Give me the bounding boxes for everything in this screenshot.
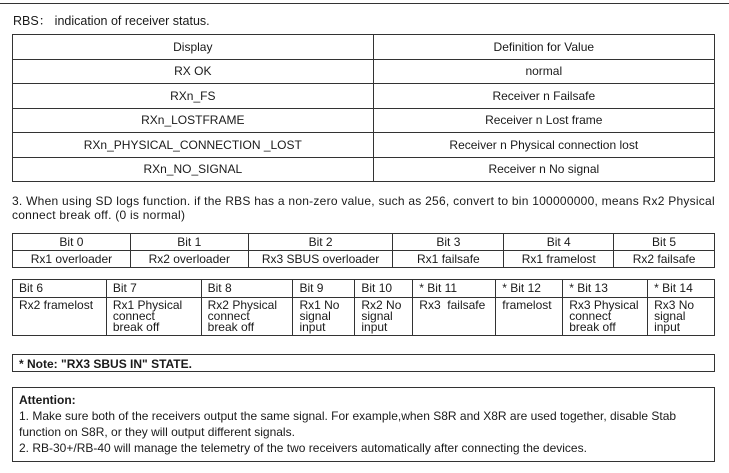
bit-header: Bit 2 xyxy=(248,234,393,251)
bit-header: * Bit 14 xyxy=(648,280,715,298)
sbus-note-box: * Note: "RX3 SBUS IN" STATE. xyxy=(12,354,715,372)
bit-value: Rx2 failsafe xyxy=(614,251,715,268)
rbs-header-definition: Definition for Value xyxy=(373,35,714,60)
rbs-definition-cell: normal xyxy=(373,59,714,84)
bit-value-line: Rx1 No xyxy=(299,298,340,312)
bit-value-line: break off xyxy=(569,320,616,334)
bit-value xyxy=(413,298,496,336)
bit-value-line: Rx3 failsafe xyxy=(419,298,486,312)
bit-value: Rx3 SBUS overloader xyxy=(248,251,393,268)
rbs-header-row xyxy=(13,35,715,60)
bit-header: Bit 3 xyxy=(393,234,504,251)
bit-header: Bit 7 xyxy=(106,280,201,298)
rbs-definition-cell: Receiver n No signal xyxy=(373,157,714,182)
bit-value xyxy=(563,298,648,336)
table-row xyxy=(13,84,715,109)
bit-header: * Bit 13 xyxy=(563,280,648,298)
rbs-intro: RBS： indication of receiver status. xyxy=(13,14,210,28)
bit-value-line: Rx3 No xyxy=(654,298,695,312)
rbs-display-cell: RX OK xyxy=(13,59,374,84)
bit-value xyxy=(293,298,355,336)
bits-table-upper xyxy=(12,233,715,268)
bit-value-line: connect xyxy=(569,309,612,323)
bits-lower-value-row xyxy=(13,298,715,336)
bit-value-line: connect xyxy=(207,309,250,323)
bit-header: Bit 8 xyxy=(201,280,293,298)
table-row xyxy=(13,133,715,158)
rbs-display-cell: RXn_FS xyxy=(13,84,374,109)
bit-value-line: Rx2 Physical xyxy=(207,298,277,312)
bit-header: Bit 1 xyxy=(130,234,248,251)
bit-value-line: Rx3 Physical xyxy=(569,298,639,312)
table-row xyxy=(13,157,715,182)
top-rule xyxy=(0,3,729,4)
rbs-definition-cell: Receiver n Physical connection lost xyxy=(373,133,714,158)
bit-header: Bit 4 xyxy=(504,234,614,251)
rbs-display-cell: RXn_NO_SIGNAL xyxy=(13,157,374,182)
bit-value: Rx1 framelost xyxy=(504,251,614,268)
bit-header: Bit 0 xyxy=(13,234,131,251)
attention-box xyxy=(12,387,715,462)
bit-value: Rx1 failsafe xyxy=(393,251,504,268)
bit-value xyxy=(355,298,413,336)
bit-value-line: input xyxy=(361,320,388,334)
rbs-definition-cell: Receiver n Failsafe xyxy=(373,84,714,109)
bit-value xyxy=(496,298,563,336)
bit-header: Bit 9 xyxy=(293,280,355,298)
bits-table-lower xyxy=(12,279,715,336)
bit-value-line: signal xyxy=(299,309,331,323)
attention-line-1: 1. Make sure both of the receivers output the same signal. For example,when S8R and X8R are used together, disable Stab function on S8R, or they will output different signals. xyxy=(19,409,677,439)
bit-value-line: Rx1 Physical xyxy=(112,298,183,312)
rbs-definition-cell: Receiver n Lost frame xyxy=(373,108,714,133)
table-row xyxy=(13,59,715,84)
sd-logs-note: 3. When using SD logs function. if the RBS has a non-zero value, such as 256, convert to bin 100000000, means Rx2 Physical connect break off. (0 is normal) xyxy=(12,194,715,222)
attention-line-2: 2. RB-30+/RB-40 will manage the telemetry of the two receivers automatically after connecting the devices. xyxy=(19,441,587,455)
bit-value-line: Rx2 framelost xyxy=(19,298,94,312)
bits-upper-header-row xyxy=(13,234,715,251)
bit-value-line: connect xyxy=(112,309,155,323)
bit-value-line: Rx2 No xyxy=(361,298,402,312)
bit-value-line: input xyxy=(654,320,681,334)
table-row xyxy=(13,108,715,133)
bit-value xyxy=(13,298,107,336)
rbs-display-cell: RXn_PHYSICAL_CONNECTION _LOST xyxy=(13,133,374,158)
bit-value-line: signal xyxy=(361,309,393,323)
bit-value: Rx1 overloader xyxy=(13,251,131,268)
bit-header: Bit 6 xyxy=(13,280,107,298)
bit-value xyxy=(648,298,715,336)
bit-value-line: framelost xyxy=(502,298,552,312)
rbs-display-cell: RXn_LOSTFRAME xyxy=(13,108,374,133)
bit-header: * Bit 12 xyxy=(496,280,563,298)
bit-value: Rx2 overloader xyxy=(130,251,248,268)
bit-value-line: break off xyxy=(207,320,255,334)
bit-value-line: input xyxy=(299,320,326,334)
bit-header: Bit 10 xyxy=(355,280,413,298)
bit-value-line: signal xyxy=(654,309,686,323)
bits-upper-value-row xyxy=(13,251,715,268)
bits-lower-header-row xyxy=(13,280,715,298)
bit-value-line: break off xyxy=(112,320,160,334)
attention-title: Attention: xyxy=(19,393,76,407)
bit-header: Bit 5 xyxy=(614,234,715,251)
rbs-header-display: Display xyxy=(13,35,374,60)
bit-header: * Bit 11 xyxy=(413,280,496,298)
rbs-table xyxy=(12,34,715,182)
bit-value xyxy=(201,298,293,336)
bit-value xyxy=(106,298,201,336)
